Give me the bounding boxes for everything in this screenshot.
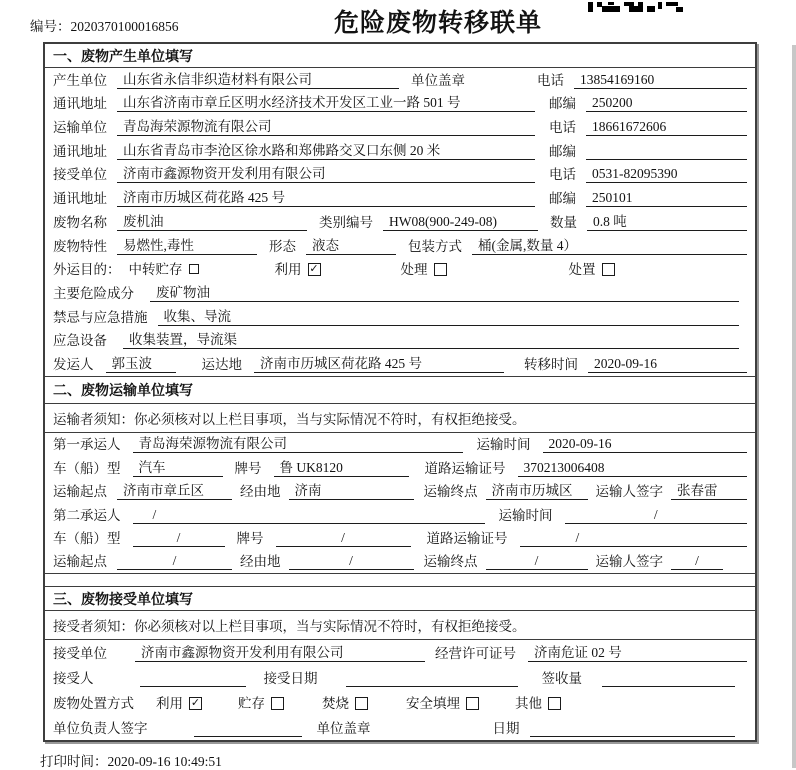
phone-label: 电话 [549, 120, 576, 136]
quantity-value: 0.8 吨 [587, 213, 747, 231]
emergency-equipment-label: 应急设备 [53, 333, 107, 349]
license-number-label: 经营许可证号 [435, 646, 516, 662]
waste-property-value: 易燃性,毒性 [117, 237, 257, 255]
disposal-method-label: 废物处置方式 [53, 696, 134, 712]
form-row [45, 210, 755, 234]
form-row [45, 115, 755, 139]
date-value [530, 720, 736, 737]
origin-label: 运输起点 [53, 484, 107, 500]
section-receiver [45, 573, 755, 740]
second-transport-date-value: / [565, 506, 748, 524]
checkbox-label: 安全填埋 [406, 696, 460, 712]
acceptor-label: 接受人 [53, 671, 94, 687]
producer-address-label: 通讯地址 [53, 96, 107, 112]
transport-date-value: 2020-09-16 [543, 435, 748, 453]
license-number-value: 济南危证 02 号 [528, 644, 747, 662]
checkbox-label: 利用 [274, 262, 302, 278]
unchecked-checkbox-icon [189, 264, 199, 274]
transfer-date-value: 2020-09-16 [588, 355, 747, 373]
carrier-signature-label: 运输人签字 [595, 484, 663, 500]
received-amount-label: 签收量 [541, 671, 582, 687]
emergency-equipment-value: 收集装置，导流渠 [123, 331, 739, 349]
transport-unit-label: 运输单位 [53, 120, 107, 136]
section-header-transporter: 二、废物运输单位填写 [45, 377, 755, 404]
waste-name-value: 废机油 [117, 213, 307, 231]
second-vehicle-type-value: / [133, 529, 225, 547]
transport-address-label: 通讯地址 [53, 143, 107, 159]
form-row [45, 258, 755, 282]
shipper-label: 发运人 [53, 356, 94, 372]
origin-label: 运输起点 [53, 554, 107, 570]
second-road-permit-value: / [520, 529, 748, 547]
option-store [238, 695, 284, 712]
second-carrier-label: 第二承运人 [53, 507, 121, 523]
document-number-label: 编号： [30, 19, 71, 34]
receiver-unit-label: 接受单位 [53, 167, 107, 183]
accept-date-label: 接受日期 [263, 671, 318, 687]
category-code-label: 类别编号 [319, 214, 373, 230]
transfer-date-label: 转移时间 [524, 356, 578, 372]
form-row [45, 186, 755, 210]
road-permit-label: 道路运输证号 [426, 530, 508, 546]
origin-value: 济南市章丘区 [117, 482, 232, 500]
option-dispose [569, 261, 615, 278]
section-gap [45, 574, 755, 586]
receiver-address-value: 济南市历城区荷花路 425 号 [117, 189, 535, 207]
road-permit-label: 道路运输证号 [424, 460, 506, 476]
qr-code-fragment-icon [588, 0, 684, 10]
receiver-postcode-value: 250101 [586, 189, 747, 207]
transport-date-label: 运输时间 [498, 507, 553, 523]
second-plate-number-value: / [276, 529, 411, 547]
second-endpoint-value: / [486, 552, 588, 570]
shipper-value: 郭玉波 [106, 355, 176, 373]
form-row [45, 92, 755, 116]
option-utilize [275, 261, 321, 278]
page-title: 危险废物转移联单 [333, 10, 542, 37]
unit-seal-label: 单位盖章 [316, 721, 371, 737]
checked-checkbox-icon: ✓ [309, 262, 319, 275]
vehicle-type-value: 汽车 [133, 459, 223, 477]
via-label: 经由地 [240, 484, 281, 500]
checkbox-label: 利用 [156, 696, 183, 712]
unchecked-checkbox-icon [602, 263, 615, 276]
transport-address-value: 山东省青岛市李沧区徐水路和郑佛路交叉口东侧 20 米 [117, 142, 535, 160]
form-row [45, 234, 755, 258]
checked-checkbox-icon: ✓ [190, 696, 201, 709]
responsible-signature-value [194, 720, 302, 737]
transport-phone-value: 18661672606 [586, 118, 747, 136]
packaging-label: 包装方式 [408, 238, 462, 254]
form-row [45, 329, 755, 353]
destination-label: 运达地 [201, 356, 242, 372]
form-row [45, 163, 755, 187]
unchecked-checkbox-icon [466, 697, 479, 710]
form-row [45, 433, 755, 456]
vehicle-type-label: 车（船）型 [53, 460, 121, 476]
plate-number-label: 牌号 [236, 530, 264, 546]
print-time [40, 750, 222, 770]
waste-property-label: 废物特性 [53, 238, 107, 254]
postcode-label: 邮编 [549, 191, 576, 207]
plate-number-value: 鲁 UK8120 [274, 459, 409, 477]
endpoint-label: 运输终点 [423, 554, 478, 570]
form-row [45, 68, 755, 92]
producer-phone-value: 13854169160 [574, 71, 747, 89]
carrier-signature-value: 张春雷 [671, 482, 747, 500]
section-notice: 接受者须知：你必须核对以上栏目事项，当与实际情况不符时，有权拒绝接受。 [45, 611, 755, 640]
first-carrier-value: 青岛海荣源物流有限公司 [133, 435, 463, 453]
main-hazard-value: 废矿物油 [150, 284, 739, 302]
form-row [45, 550, 755, 573]
checkbox-label: 其他 [515, 696, 542, 712]
packaging-value: 桶(金属,数量 4） [472, 237, 747, 255]
option-safe-landfill [406, 695, 479, 712]
endpoint-label: 运输终点 [423, 484, 478, 500]
postcode-label: 邮编 [549, 143, 576, 159]
unchecked-checkbox-icon [434, 263, 447, 276]
form-row [45, 715, 755, 740]
form-row [45, 139, 755, 163]
emergency-measures-value: 收集、导流 [158, 308, 740, 326]
second-carrier-value: / [133, 506, 485, 524]
unchecked-checkbox-icon [548, 697, 561, 710]
section-header-receiver: 三、废物接受单位填写 [45, 586, 755, 611]
producer-unit-value: 山东省永信非织造材料有限公司 [117, 71, 399, 89]
waste-name-label: 废物名称 [53, 214, 107, 230]
checkbox-label: 处置 [568, 262, 596, 278]
print-time-value: 2020-09-16 10:49:51 [107, 754, 222, 769]
form-row [45, 503, 755, 526]
accepting-unit-label: 接受单位 [53, 646, 107, 662]
form-row [45, 352, 755, 376]
producer-address-value: 山东省济南市章丘区明水经济技术开发区工业一路 501 号 [117, 94, 535, 112]
form-row [45, 640, 755, 665]
postcode-label: 邮编 [549, 96, 576, 112]
destination-value: 济南市历城区荷花路 425 号 [254, 355, 504, 373]
transport-date-label: 运输时间 [476, 437, 531, 453]
section-notice: 运输者须知：你必须核对以上栏目事项，当与实际情况不符时，有权拒绝接受。 [45, 404, 755, 433]
first-carrier-label: 第一承运人 [53, 437, 121, 453]
section-producer [45, 44, 755, 376]
unchecked-checkbox-icon [355, 697, 368, 710]
form-row [45, 281, 755, 305]
transport-postcode-value [586, 143, 747, 160]
responsible-signature-label: 单位负责人签字 [53, 721, 148, 737]
form-row [45, 480, 755, 503]
endpoint-value: 济南市历城区 [486, 482, 588, 500]
checkbox-label: 焚烧 [322, 696, 349, 712]
emergency-measures-label: 禁忌与应急措施 [53, 309, 148, 325]
form-row [45, 665, 755, 690]
option-incinerate [322, 695, 368, 712]
section-header-producer: 一、废物产生单位填写 [45, 44, 755, 68]
form-row [45, 527, 755, 550]
producer-unit-label: 产生单位 [53, 72, 107, 88]
form-row [45, 305, 755, 329]
accepting-unit-value: 济南市鑫源物资开发利用有限公司 [135, 644, 425, 662]
section-transporter [45, 376, 755, 573]
carrier-signature-label: 运输人签字 [595, 554, 663, 570]
checkbox-label: 中转贮存 [128, 262, 183, 278]
vehicle-type-label: 车（船）型 [53, 530, 121, 546]
form-row [45, 456, 755, 479]
second-via-value: / [289, 552, 414, 570]
transport-unit-value: 青岛海荣源物流有限公司 [117, 118, 535, 136]
plate-number-label: 牌号 [234, 460, 262, 476]
accept-date-value [346, 670, 518, 687]
category-code-value: HW08(900-249-08) [383, 213, 538, 231]
via-value: 济南 [289, 482, 414, 500]
main-hazard-label: 主要危险成分 [53, 285, 134, 301]
receiver-address-label: 通讯地址 [53, 191, 107, 207]
phone-label: 电话 [549, 167, 576, 183]
checkbox-label: 贮存 [238, 696, 265, 712]
option-utilize [156, 695, 202, 712]
option-other [515, 695, 561, 712]
transfer-purpose-label: 外运目的： [53, 262, 121, 278]
unchecked-checkbox-icon [271, 697, 284, 710]
receiver-phone-value: 0531-82095390 [586, 165, 747, 183]
phone-label: 电话 [537, 72, 564, 88]
manifest-form [43, 42, 757, 742]
unit-seal-label: 单位盖章 [411, 72, 465, 88]
option-treat [401, 261, 447, 278]
received-amount-value [602, 670, 735, 687]
quantity-label: 数量 [550, 214, 577, 230]
acceptor-value [140, 670, 246, 687]
via-label: 经由地 [240, 554, 281, 570]
road-permit-value: 370213006408 [518, 459, 748, 477]
document-number-value: 2020370100016856 [70, 19, 179, 34]
receiver-unit-value: 济南市鑫源物资开发利用有限公司 [117, 165, 535, 183]
option-transfer-storage [129, 261, 199, 278]
page-edge [792, 45, 796, 768]
second-origin-value: / [117, 552, 232, 570]
form-value: 液态 [306, 237, 396, 255]
producer-postcode-value: 250200 [586, 94, 747, 112]
checkbox-label: 处理 [400, 262, 428, 278]
second-carrier-signature-value: / [671, 552, 723, 570]
form-label: 形态 [269, 238, 296, 254]
date-label: 日期 [492, 721, 520, 737]
print-time-label: 打印时间： [40, 754, 108, 769]
form-row [45, 690, 755, 715]
